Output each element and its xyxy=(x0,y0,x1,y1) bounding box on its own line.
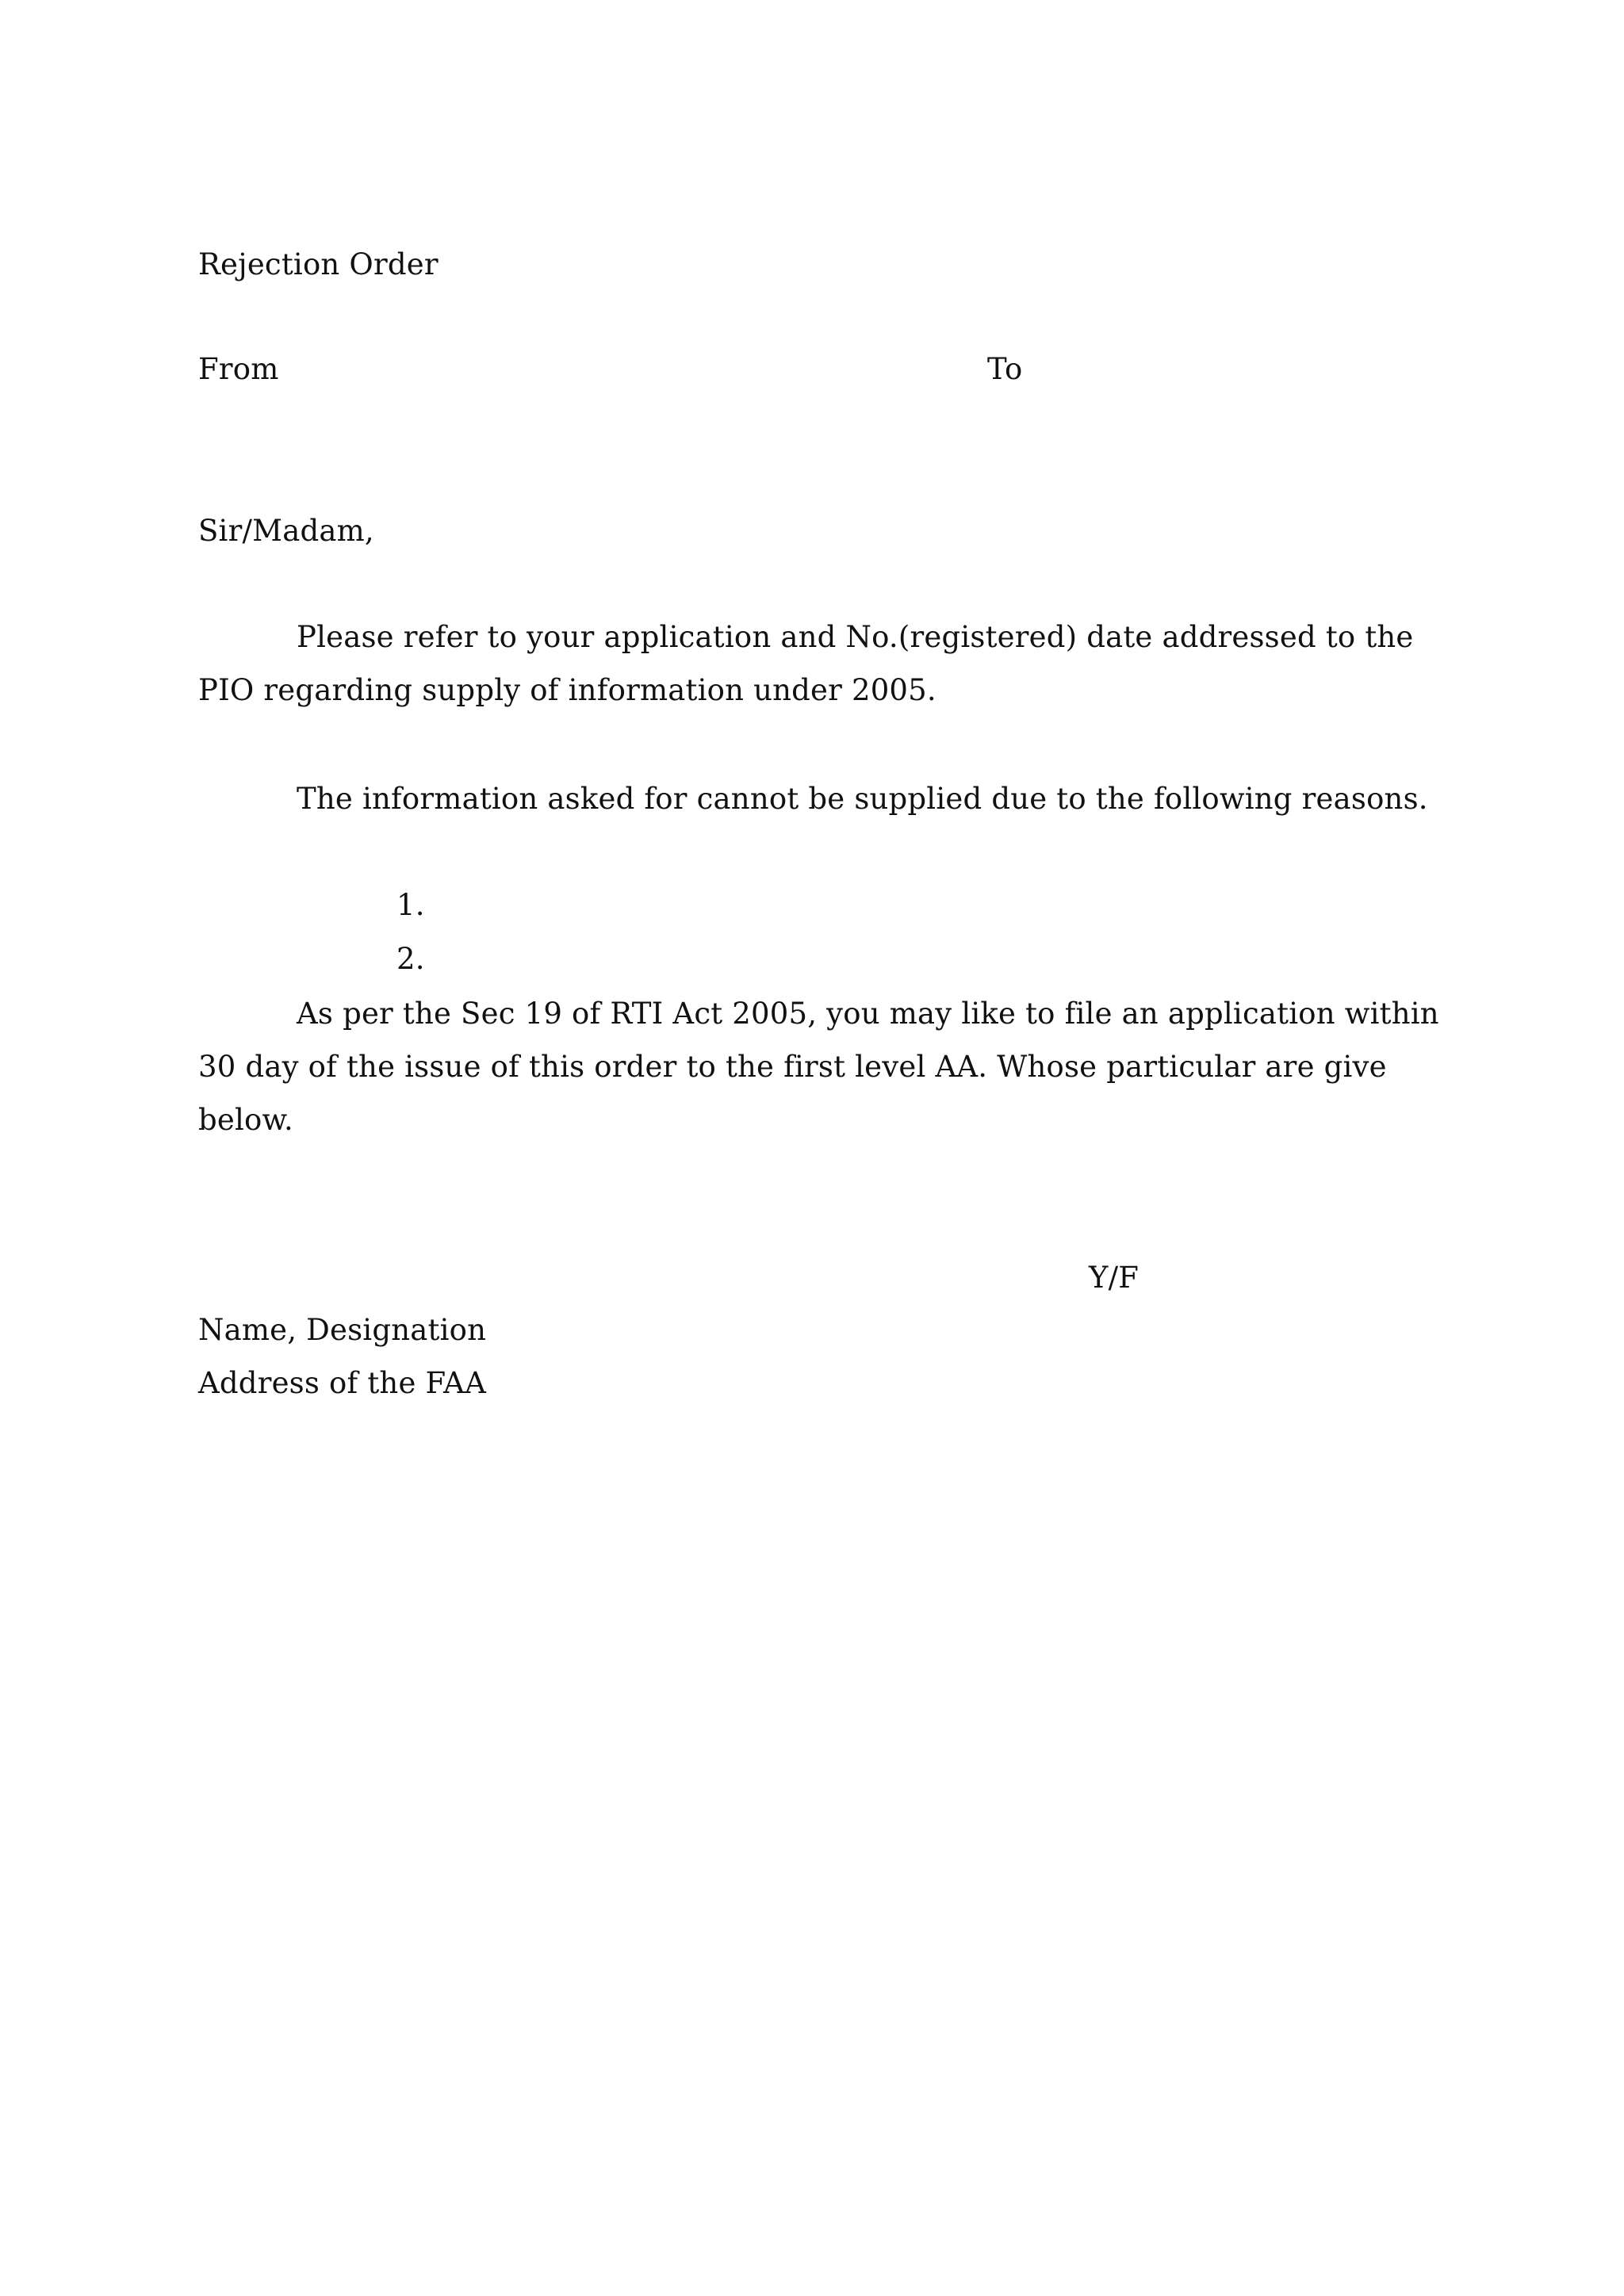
faa-address: Address of the FAA xyxy=(198,1366,486,1400)
reason-item-1: 1. xyxy=(396,888,425,922)
faa-name-designation: Name, Designation xyxy=(198,1313,487,1347)
paragraph-reference xyxy=(198,610,1414,717)
signature-mark: Y/F xyxy=(1089,1261,1139,1295)
reason-item-2: 2. xyxy=(396,942,425,976)
paragraph-reasons-intro: The information asked for cannot be supplied due to the following reasons. xyxy=(297,782,1428,816)
to-label: To xyxy=(987,352,1023,386)
paragraph-appeal-line-1: As per the Sec 19 of RTI Act 2005, you may like to file an application within xyxy=(297,997,1439,1031)
paragraph-reference-line-2: PIO regarding supply of information under 2005. xyxy=(198,673,936,707)
salutation: Sir/Madam, xyxy=(198,514,374,548)
document-title: Rejection Order xyxy=(198,247,439,281)
from-label: From xyxy=(198,352,279,386)
paragraph-appeal xyxy=(198,987,1439,1146)
paragraph-appeal-line-2: 30 day of the issue of this order to the first level AA. Whose particular are give xyxy=(198,1050,1387,1084)
paragraph-reference-line-1: Please refer to your application and No.(registered) date addressed to the xyxy=(297,620,1414,654)
paragraph-appeal-line-3: below. xyxy=(198,1103,293,1137)
